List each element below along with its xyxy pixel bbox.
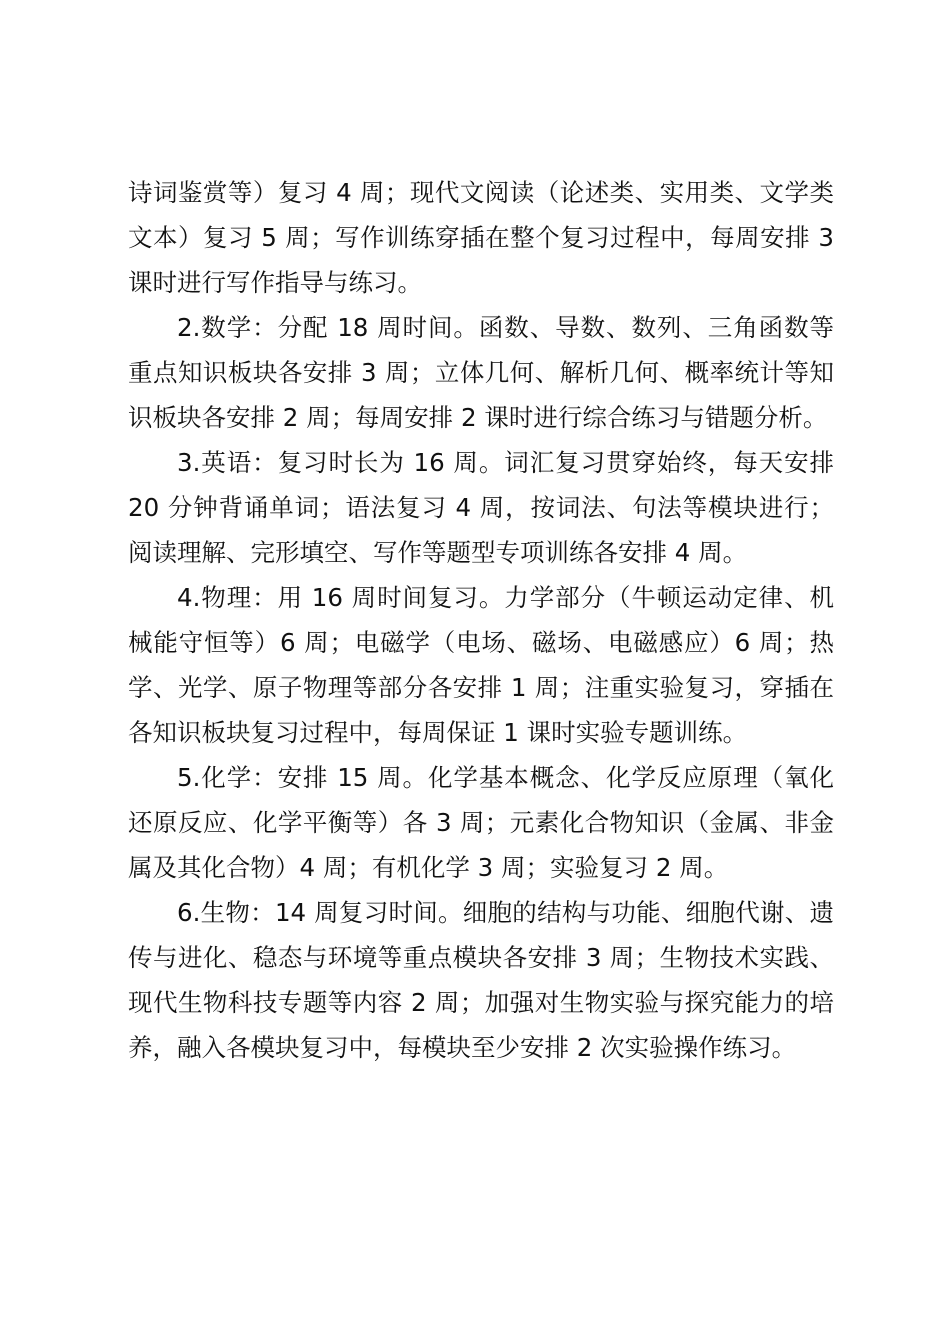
document-body: [128, 170, 834, 1070]
paragraph-chemistry: 5.化学：安排 15 周。化学基本概念、化学反应原理（氧化还原反应、化学平衡等）各 3 周；元素化合物知识（金属、非金属及其化合物）4 周；有机化学 3 周；实验复习 2 周。: [128, 763, 834, 882]
paragraph-english: 3.英语：复习时长为 16 周。词汇复习贯穿始终，每天安排 20 分钟背诵单词；语法复习 4 周，按词法、句法等模块进行；阅读理解、完形填空、写作等题型专项训练各安排 4 周。: [128, 448, 834, 567]
paragraph-chinese-continued: 诗词鉴赏等）复习 4 周；现代文阅读（论述类、实用类、文学类文本）复习 5 周；写作训练穿插在整个复习过程中，每周安排 3 课时进行写作指导与练习。: [128, 178, 834, 297]
paragraph-physics: 4.物理：用 16 周时间复习。力学部分（牛顿运动定律、机械能守恒等）6 周；电磁学（电场、磁场、电磁感应）6 周；热学、光学、原子物理等部分各安排 1 周；注重实验复习，穿插在各知识板块复习过程中，每周保证 1 课时实验专题训练。: [128, 583, 834, 747]
paragraph-math: 2.数学：分配 18 周时间。函数、导数、数列、三角函数等重点知识板块各安排 3 周；立体几何、解析几何、概率统计等知识板块各安排 2 周；每周安排 2 课时进行综合练习与错题分析。: [128, 313, 834, 432]
paragraph-biology: 6.生物：14 周复习时间。细胞的结构与功能、细胞代谢、遗传与进化、稳态与环境等重点模块各安排 3 周；生物技术实践、现代生物科技专题等内容 2 周；加强对生物实验与探究能力的培养，融入各模块复习中，每模块至少安排 2 次实验操作练习。: [128, 898, 834, 1062]
